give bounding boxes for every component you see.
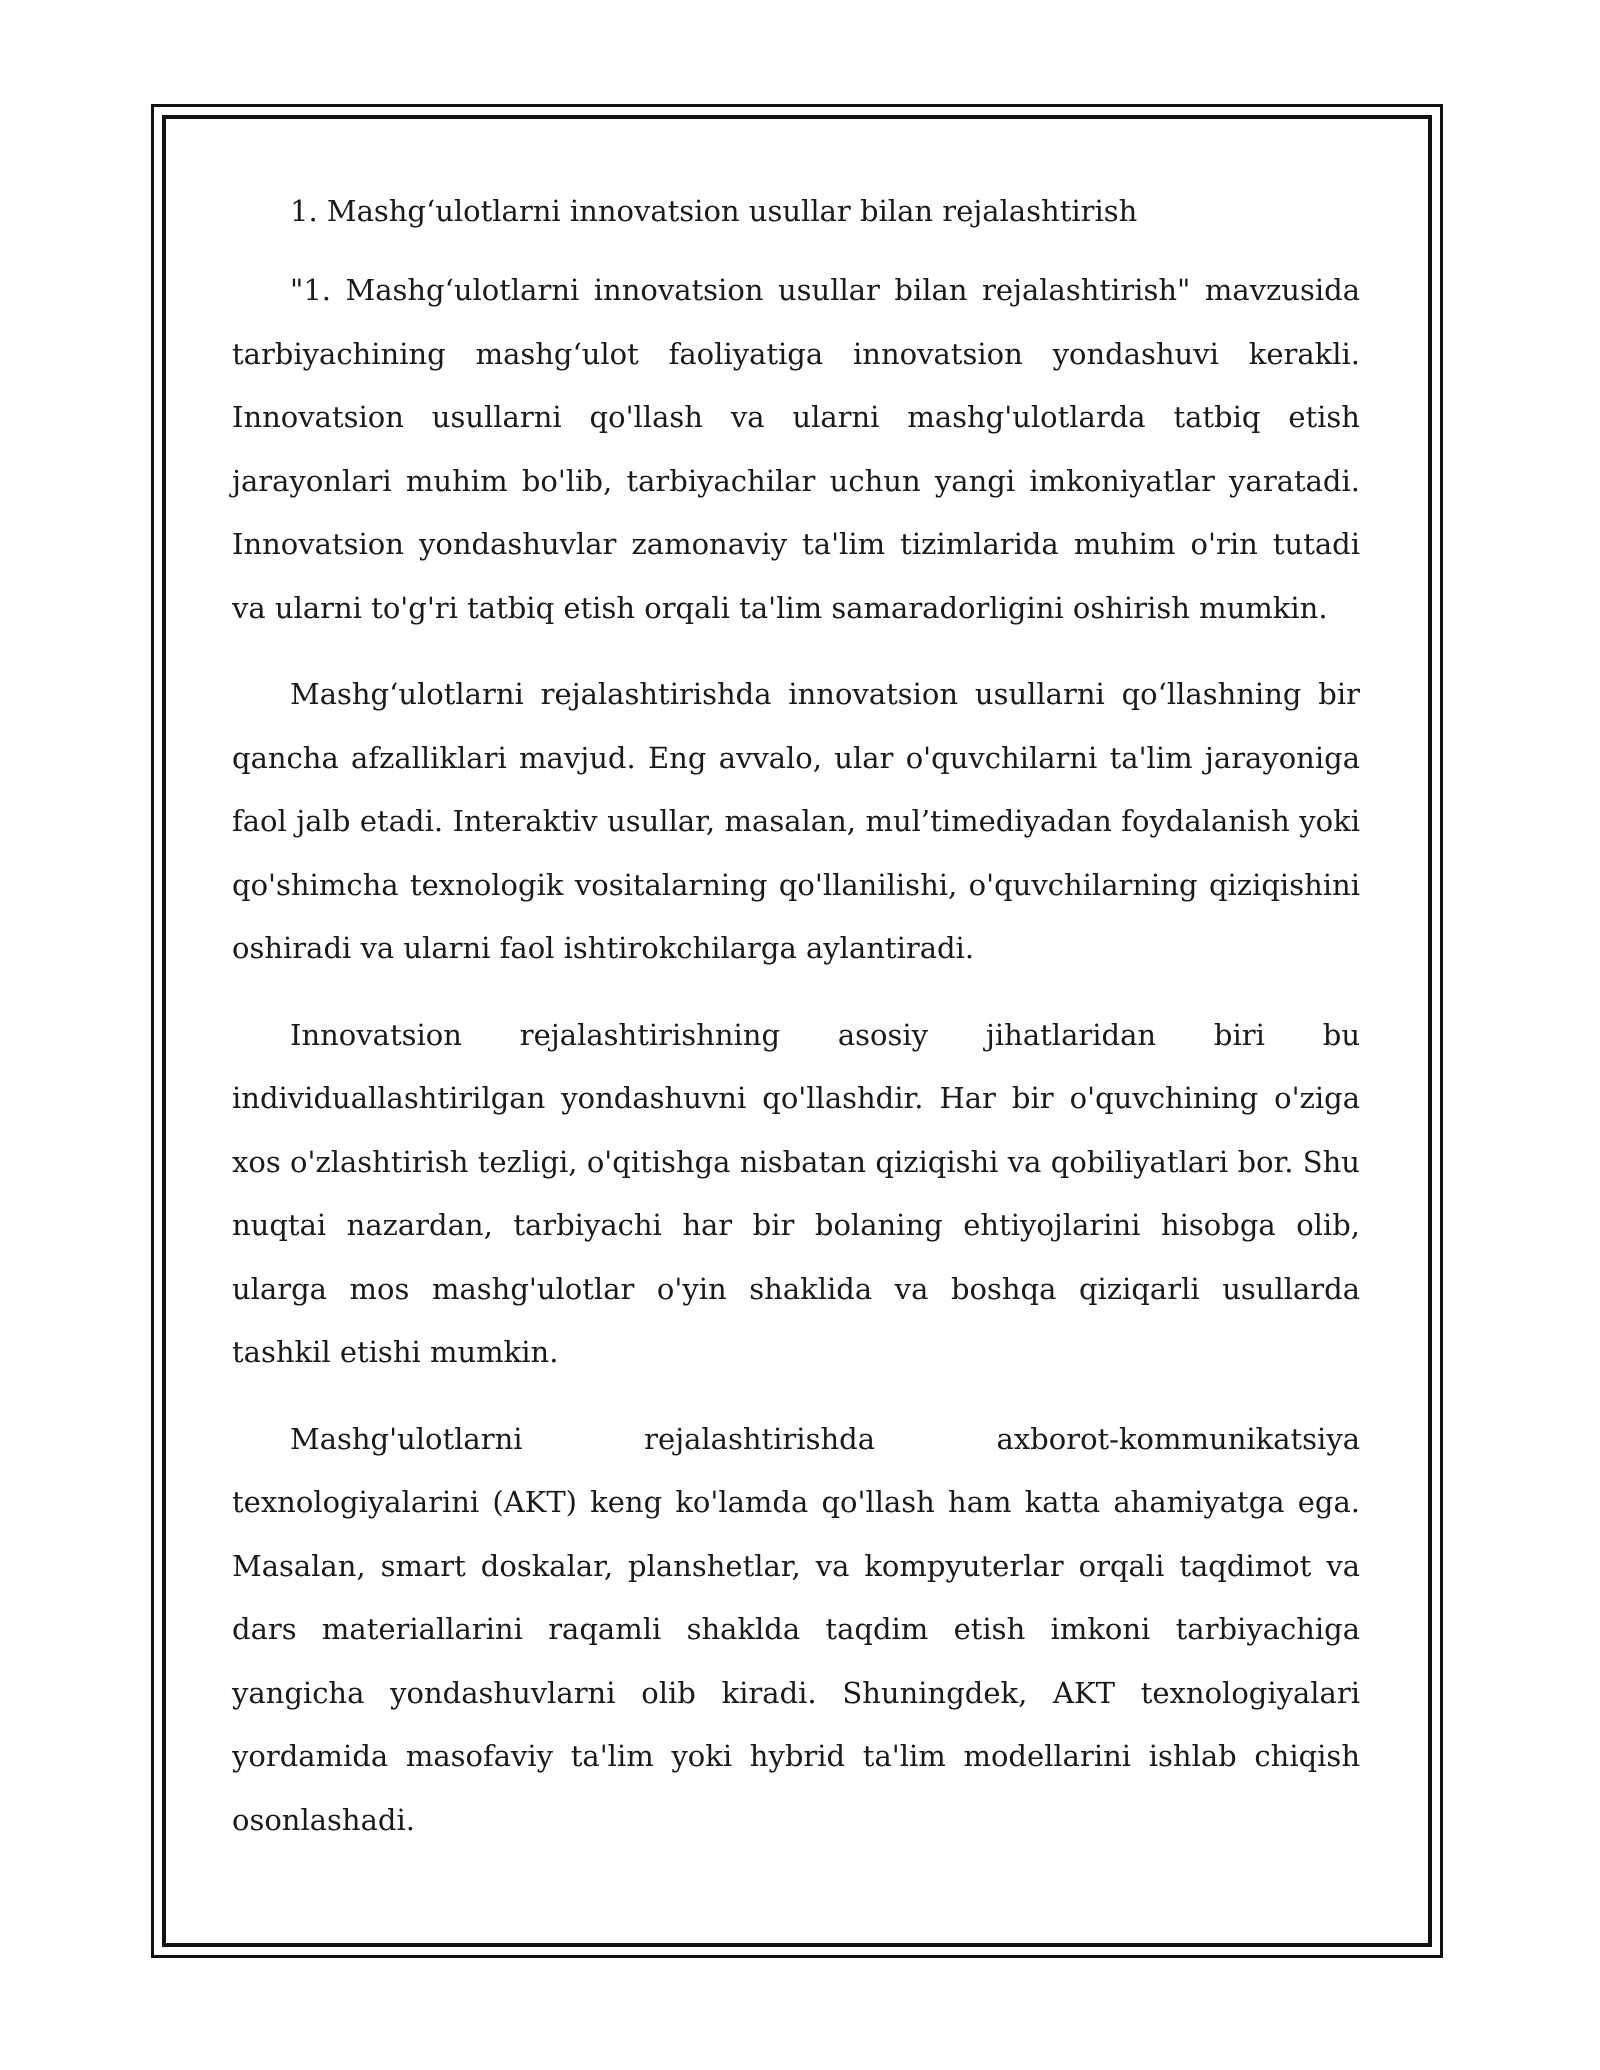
paragraph-4: Mashg'ulotlarni rejalashtirishda axborot-kommunikatsiya texnologiyalarini (AKT) keng ko'lamda qo'llash ham katta ahamiyatga ega. Masalan, smart doskalar, planshetlar, va kompyuterlar orqali taqdimot va dars materiallarini raqamli shaklda taqdim etish imkoni tarbiyachiga yangicha yondashuvlarni olib kiradi. Shuningdek, AKT texnologiyalari yordamida masofaviy ta'lim yoki hybrid ta'lim modellarini ishlab chiqish osonlashadi. (232, 1421, 1360, 1837)
document-body (232, 180, 1360, 1875)
paragraph-3: Innovatsion rejalashtirishning asosiy jihatlaridan biri bu individuallashtirilgan yondashuvni qo'llashdir. Har bir o'quvchining o'ziga xos o'zlashtirish tezligi, o'qitishga nisbatan qiziqishi va qobiliyatlari bor. Shu nuqtai nazardan, tarbiyachi har bir bolaning ehtiyojlarini hisobga olib, ularga mos mashg'ulotlar o'yin shaklida va boshqa qiziqarli usullarda tashkil etishi mumkin. (232, 1017, 1360, 1369)
section-heading: 1. Mashg‘ulotlarni innovatsion usullar bilan rejalashtirish (290, 194, 1138, 228)
paragraph-1: "1. Mashg‘ulotlarni innovatsion usullar bilan rejalashtirish" mavzusida tarbiyachining mashg‘ulot faoliyatiga innovatsion yondashuvi kerakli. Innovatsion usullarni qo'llash va ularni mashg'ulotlarda tatbiq etish jarayonlari muhim bo'lib, tarbiyachilar uchun yangi imkoniyatlar yaratadi. Innovatsion yondashuvlar zamonaviy ta'lim tizimlarida muhim o'rin tutadi va ularni to'g'ri tatbiq etish orqali ta'lim samaradorligini oshirish mumkin. (232, 273, 1360, 625)
paragraph-2: Mashg‘ulotlarni rejalashtirishda innovatsion usullarni qo‘llashning bir qancha afzalliklari mavjud. Eng avvalo, ular o'quvchilarni ta'lim jarayoniga faol jalb etadi. Interaktiv usullar, masalan, mul’timediyadan foydalanish yoki qo'shimcha texnologik vositalarning qo'llanilishi, o'quvchilarning qiziqishini oshiradi va ularni faol ishtirokchilarga aylantiradi. (232, 677, 1360, 965)
